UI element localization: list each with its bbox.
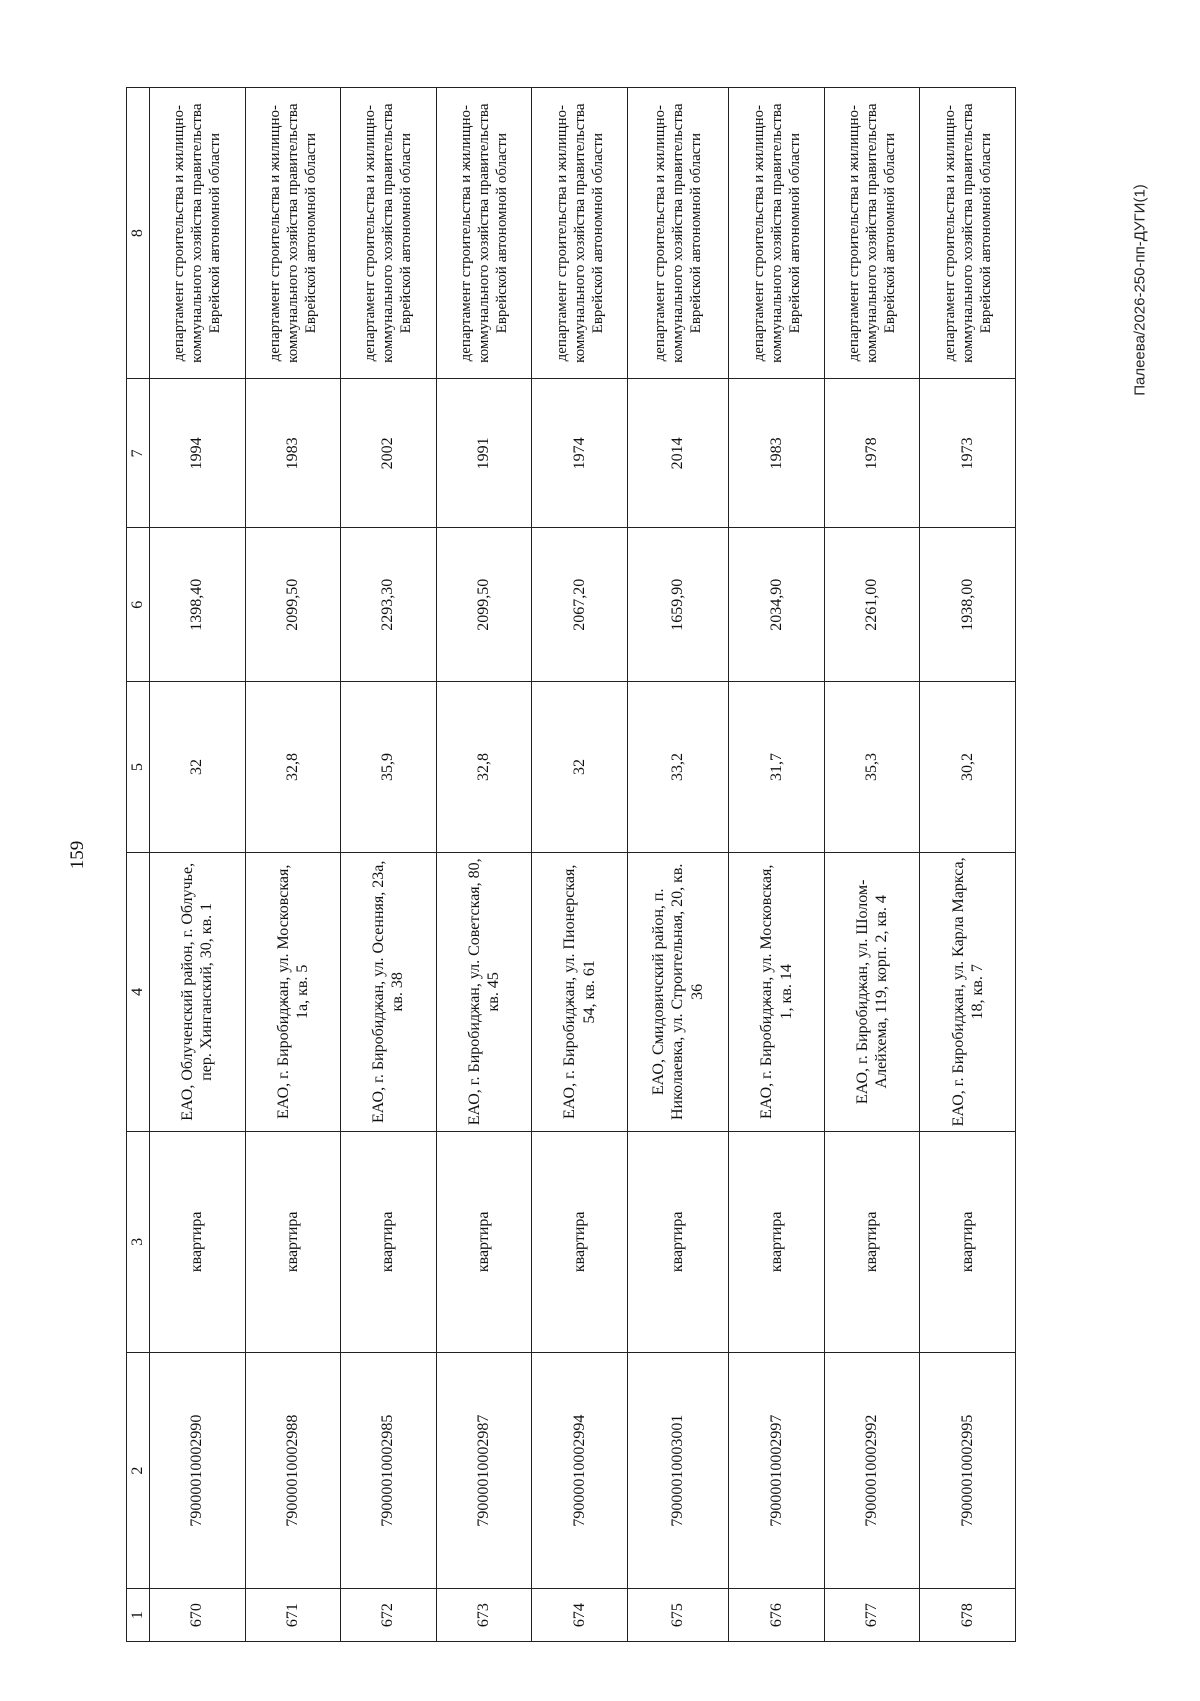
column-header-4: 4	[127, 852, 150, 1131]
property-type: квартира	[627, 1131, 728, 1352]
header-row	[127, 88, 150, 1642]
property-type: квартира	[532, 1131, 628, 1352]
property-value: 1659,90	[627, 528, 728, 682]
document-code: Палеева/2026-250-пп-ДУГИ(1)	[1131, 184, 1149, 396]
property-value: 1938,00	[920, 528, 1016, 682]
row-number: 673	[436, 1589, 532, 1642]
table-row	[341, 88, 437, 1642]
property-address: ЕАО, Облученский район, г. Облучье, пер. Хинганский, 30, кв. 1	[150, 852, 246, 1131]
registry-table-rotated	[126, 87, 1016, 1642]
table-row	[920, 88, 1016, 1642]
property-area: 30,2	[920, 682, 1016, 853]
table-row	[532, 88, 628, 1642]
property-year: 1983	[729, 379, 825, 528]
property-area: 32	[532, 682, 628, 853]
property-value: 1398,40	[150, 528, 246, 682]
property-owner: департамент строительства и жилищно-коммунального хозяйства правительства Еврейской автономной области	[729, 88, 825, 379]
property-area: 32	[150, 682, 246, 853]
table-row	[824, 88, 920, 1642]
cadastral-code: 79000010002987	[436, 1353, 532, 1589]
row-number: 678	[920, 1589, 1016, 1642]
column-header-1: 1	[127, 1589, 150, 1642]
property-address: ЕАО, г. Биробиджан, ул. Карла Маркса, 18, кв. 7	[920, 852, 1016, 1131]
property-value: 2099,50	[245, 528, 341, 682]
column-header-2: 2	[127, 1353, 150, 1589]
property-owner: департамент строительства и жилищно-коммунального хозяйства правительства Еврейской автономной области	[532, 88, 628, 379]
cadastral-code: 79000010002997	[729, 1353, 825, 1589]
property-year: 2002	[341, 379, 437, 528]
column-header-3: 3	[127, 1131, 150, 1352]
property-area: 35,3	[824, 682, 920, 853]
table-row	[150, 88, 246, 1642]
property-area: 33,2	[627, 682, 728, 853]
property-year: 1983	[245, 379, 341, 528]
property-owner: департамент строительства и жилищно-коммунального хозяйства правительства Еврейской автономной области	[824, 88, 920, 379]
property-year: 1994	[150, 379, 246, 528]
property-type: квартира	[920, 1131, 1016, 1352]
property-value: 2067,20	[532, 528, 628, 682]
property-type: квартира	[150, 1131, 246, 1352]
property-owner: департамент строительства и жилищно-коммунального хозяйства правительства Еврейской автономной области	[436, 88, 532, 379]
property-type: квартира	[436, 1131, 532, 1352]
property-area: 32,8	[245, 682, 341, 853]
property-owner: департамент строительства и жилищно-коммунального хозяйства правительства Еврейской автономной области	[920, 88, 1016, 379]
property-area: 35,9	[341, 682, 437, 853]
cadastral-code: 79000010002995	[920, 1353, 1016, 1589]
property-value: 2293,30	[341, 528, 437, 682]
property-year: 1973	[920, 379, 1016, 528]
cadastral-code: 79000010003001	[627, 1353, 728, 1589]
property-address: ЕАО, г. Биробиджан, ул. Шолом-Алейхема, 119, корп. 2, кв. 4	[824, 852, 920, 1131]
row-number: 675	[627, 1589, 728, 1642]
cadastral-code: 79000010002988	[245, 1353, 341, 1589]
property-type: квартира	[341, 1131, 437, 1352]
column-header-8: 8	[127, 88, 150, 379]
column-header-5: 5	[127, 682, 150, 853]
property-value: 2099,50	[436, 528, 532, 682]
property-address: ЕАО, г. Биробиджан, ул. Пионерская, 54, кв. 61	[532, 852, 628, 1131]
table-row	[729, 88, 825, 1642]
property-address: ЕАО, г. Биробиджан, ул. Осенняя, 23а, кв. 38	[341, 852, 437, 1131]
property-type: квартира	[729, 1131, 825, 1352]
property-owner: департамент строительства и жилищно-коммунального хозяйства правительства Еврейской автономной области	[245, 88, 341, 379]
cadastral-code: 79000010002985	[341, 1353, 437, 1589]
property-year: 1978	[824, 379, 920, 528]
property-owner: департамент строительства и жилищно-коммунального хозяйства правительства Еврейской автономной области	[627, 88, 728, 379]
property-address: ЕАО, г. Биробиджан, ул. Московская, 1а, кв. 5	[245, 852, 341, 1131]
column-header-7: 7	[127, 379, 150, 528]
table-row	[245, 88, 341, 1642]
row-number: 671	[245, 1589, 341, 1642]
row-number: 670	[150, 1589, 246, 1642]
cadastral-code: 79000010002990	[150, 1353, 246, 1589]
property-year: 1991	[436, 379, 532, 528]
cadastral-code: 79000010002992	[824, 1353, 920, 1589]
row-number: 672	[341, 1589, 437, 1642]
property-address: ЕАО, Смидовичский район, п. Николаевка, ул. Строительная, 20, кв. 36	[627, 852, 728, 1131]
column-header-6: 6	[127, 528, 150, 682]
property-address: ЕАО, г. Биробиджан, ул. Московская, 1, кв. 14	[729, 852, 825, 1131]
cadastral-code: 79000010002994	[532, 1353, 628, 1589]
property-year: 1974	[532, 379, 628, 528]
row-number: 674	[532, 1589, 628, 1642]
property-value: 2261,00	[824, 528, 920, 682]
property-value: 2034,90	[729, 528, 825, 682]
registry-table-container	[126, 87, 1016, 1642]
property-owner: департамент строительства и жилищно-коммунального хозяйства правительства Еврейской автономной области	[341, 88, 437, 379]
property-registry-table	[126, 87, 1016, 1642]
property-type: квартира	[824, 1131, 920, 1352]
property-address: ЕАО, г. Биробиджан, ул. Советская, 80, кв. 45	[436, 852, 532, 1131]
row-number: 676	[729, 1589, 825, 1642]
property-area: 31,7	[729, 682, 825, 853]
table-row	[436, 88, 532, 1642]
table-row	[627, 88, 728, 1642]
property-type: квартира	[245, 1131, 341, 1352]
page-number: 159	[67, 840, 88, 870]
property-area: 32,8	[436, 682, 532, 853]
property-owner: департамент строительства и жилищно-коммунального хозяйства правительства Еврейской автономной области	[150, 88, 246, 379]
property-year: 2014	[627, 379, 728, 528]
row-number: 677	[824, 1589, 920, 1642]
